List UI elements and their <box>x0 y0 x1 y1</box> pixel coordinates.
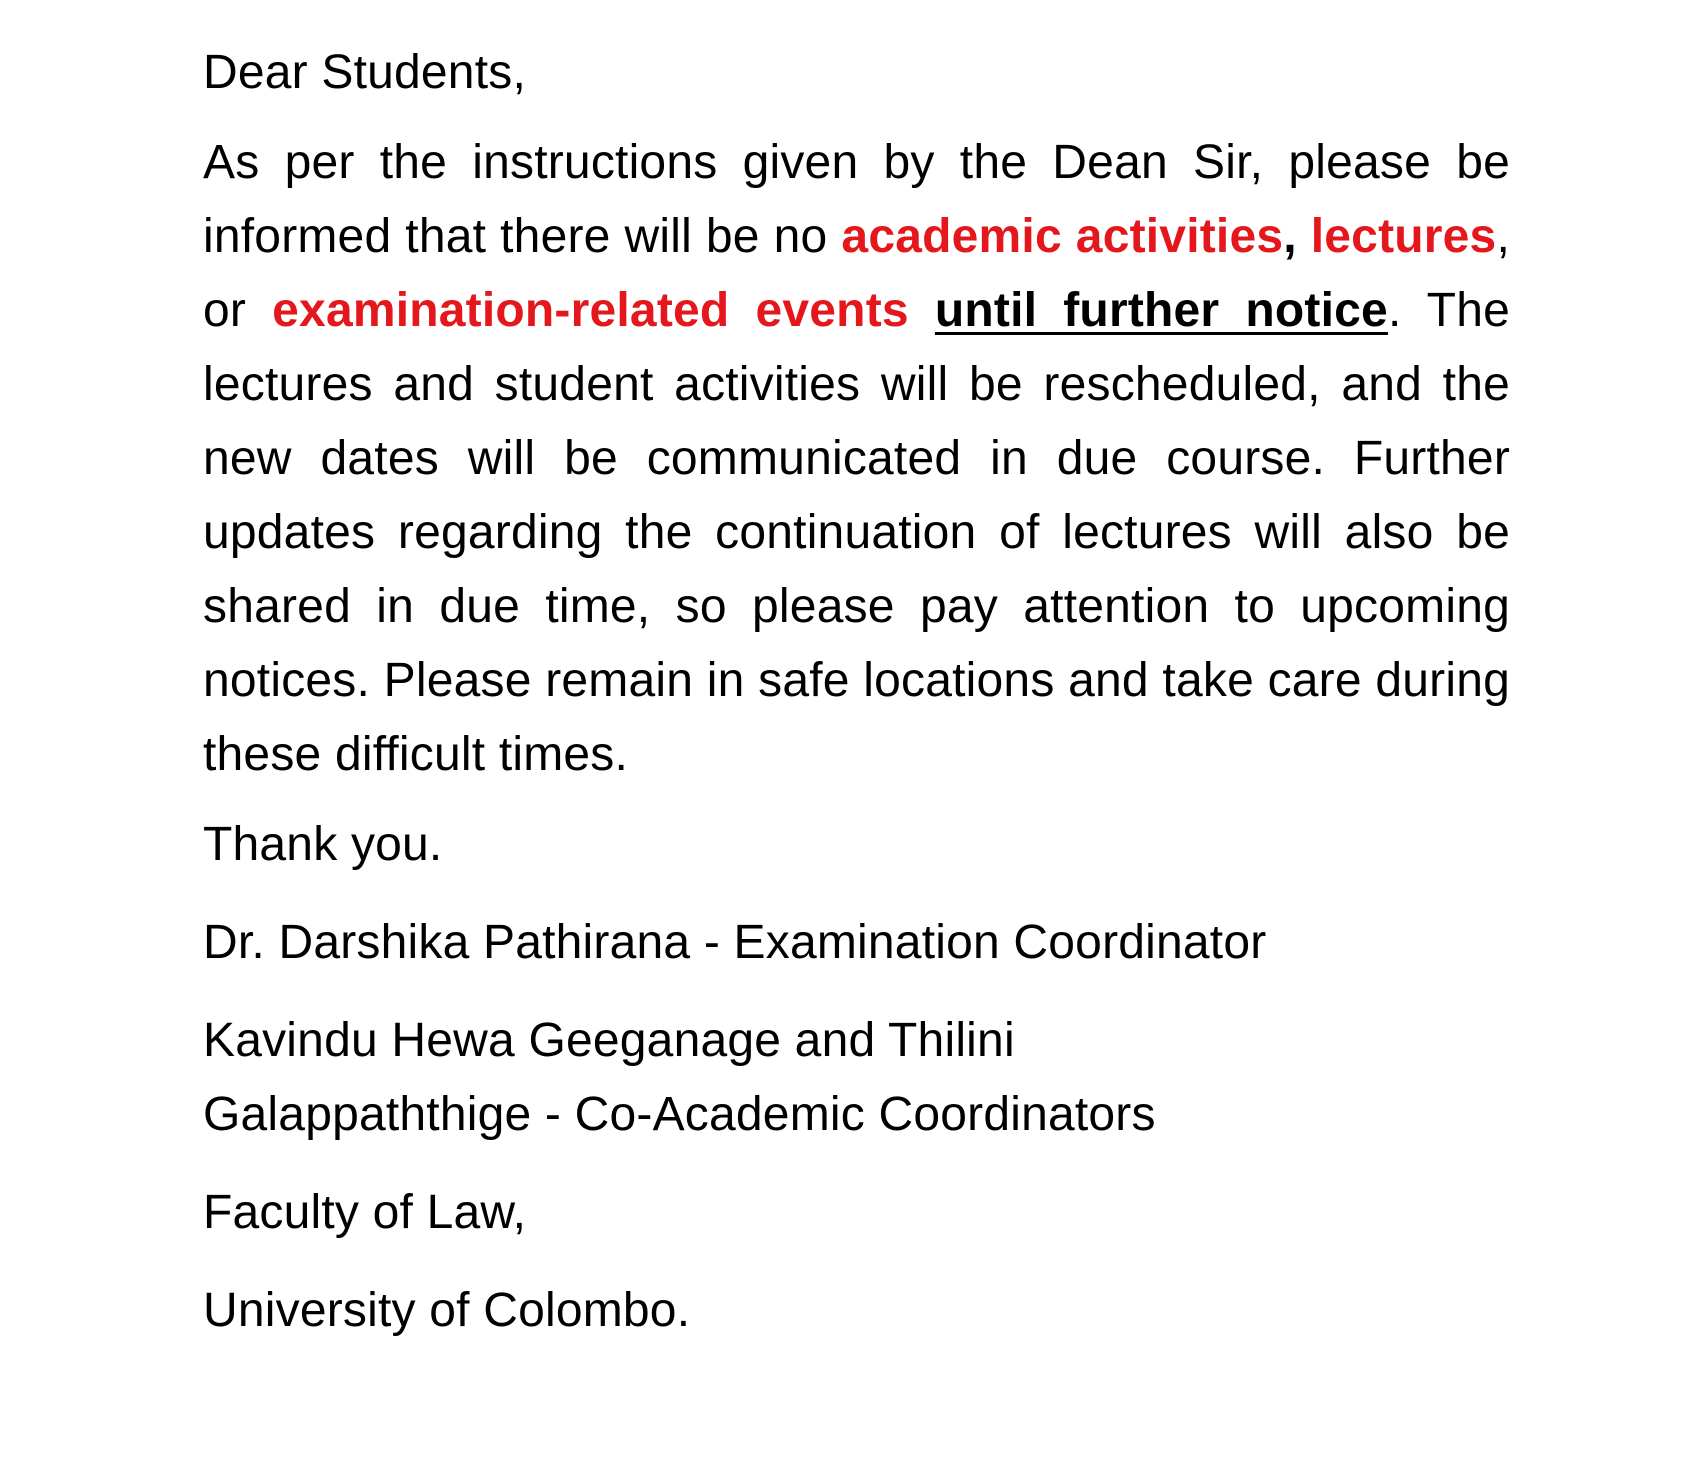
body-text-intro: As per the instructions given by the Dean Sir, please be informed that there will be no <box>203 136 1510 263</box>
highlight-lectures: lectures <box>1310 210 1497 263</box>
greeting: Dear Students, <box>203 46 526 99</box>
body-text-rest: . The lectures and student activities will be rescheduled, and the new dates will be communicated in due course. Further updates regarding the continuation of lectures will also be shared in due time, so please pay attention to upcoming notices. Please remain in safe locations and take care during these difficult times. <box>203 284 1510 781</box>
university-name: University of Colombo. <box>203 1284 691 1337</box>
highlight-examination-events: examination-related events <box>272 284 909 337</box>
text-or: , or <box>203 210 1510 337</box>
highlight-until-further-notice: until further notice <box>934 284 1388 337</box>
signatory-examination-coordinator: Dr. Darshika Pathirana - Examination Coordinator <box>203 916 1267 969</box>
signatory-line-1: Kavindu Hewa Geeganage and Thilini <box>203 1014 1015 1067</box>
signatory-co-academic-coordinators <box>203 1004 1510 1152</box>
body-paragraph <box>203 126 1510 792</box>
closing-thanks: Thank you. <box>203 818 443 871</box>
highlight-academic-activities: academic activities <box>841 210 1284 263</box>
text-space <box>909 284 935 337</box>
signatory-line-2: Galappaththige - Co-Academic Coordinators <box>203 1088 1156 1141</box>
comma-bold: , <box>1283 210 1311 263</box>
notice-letter <box>203 36 1510 1348</box>
faculty-name: Faculty of Law, <box>203 1186 527 1239</box>
